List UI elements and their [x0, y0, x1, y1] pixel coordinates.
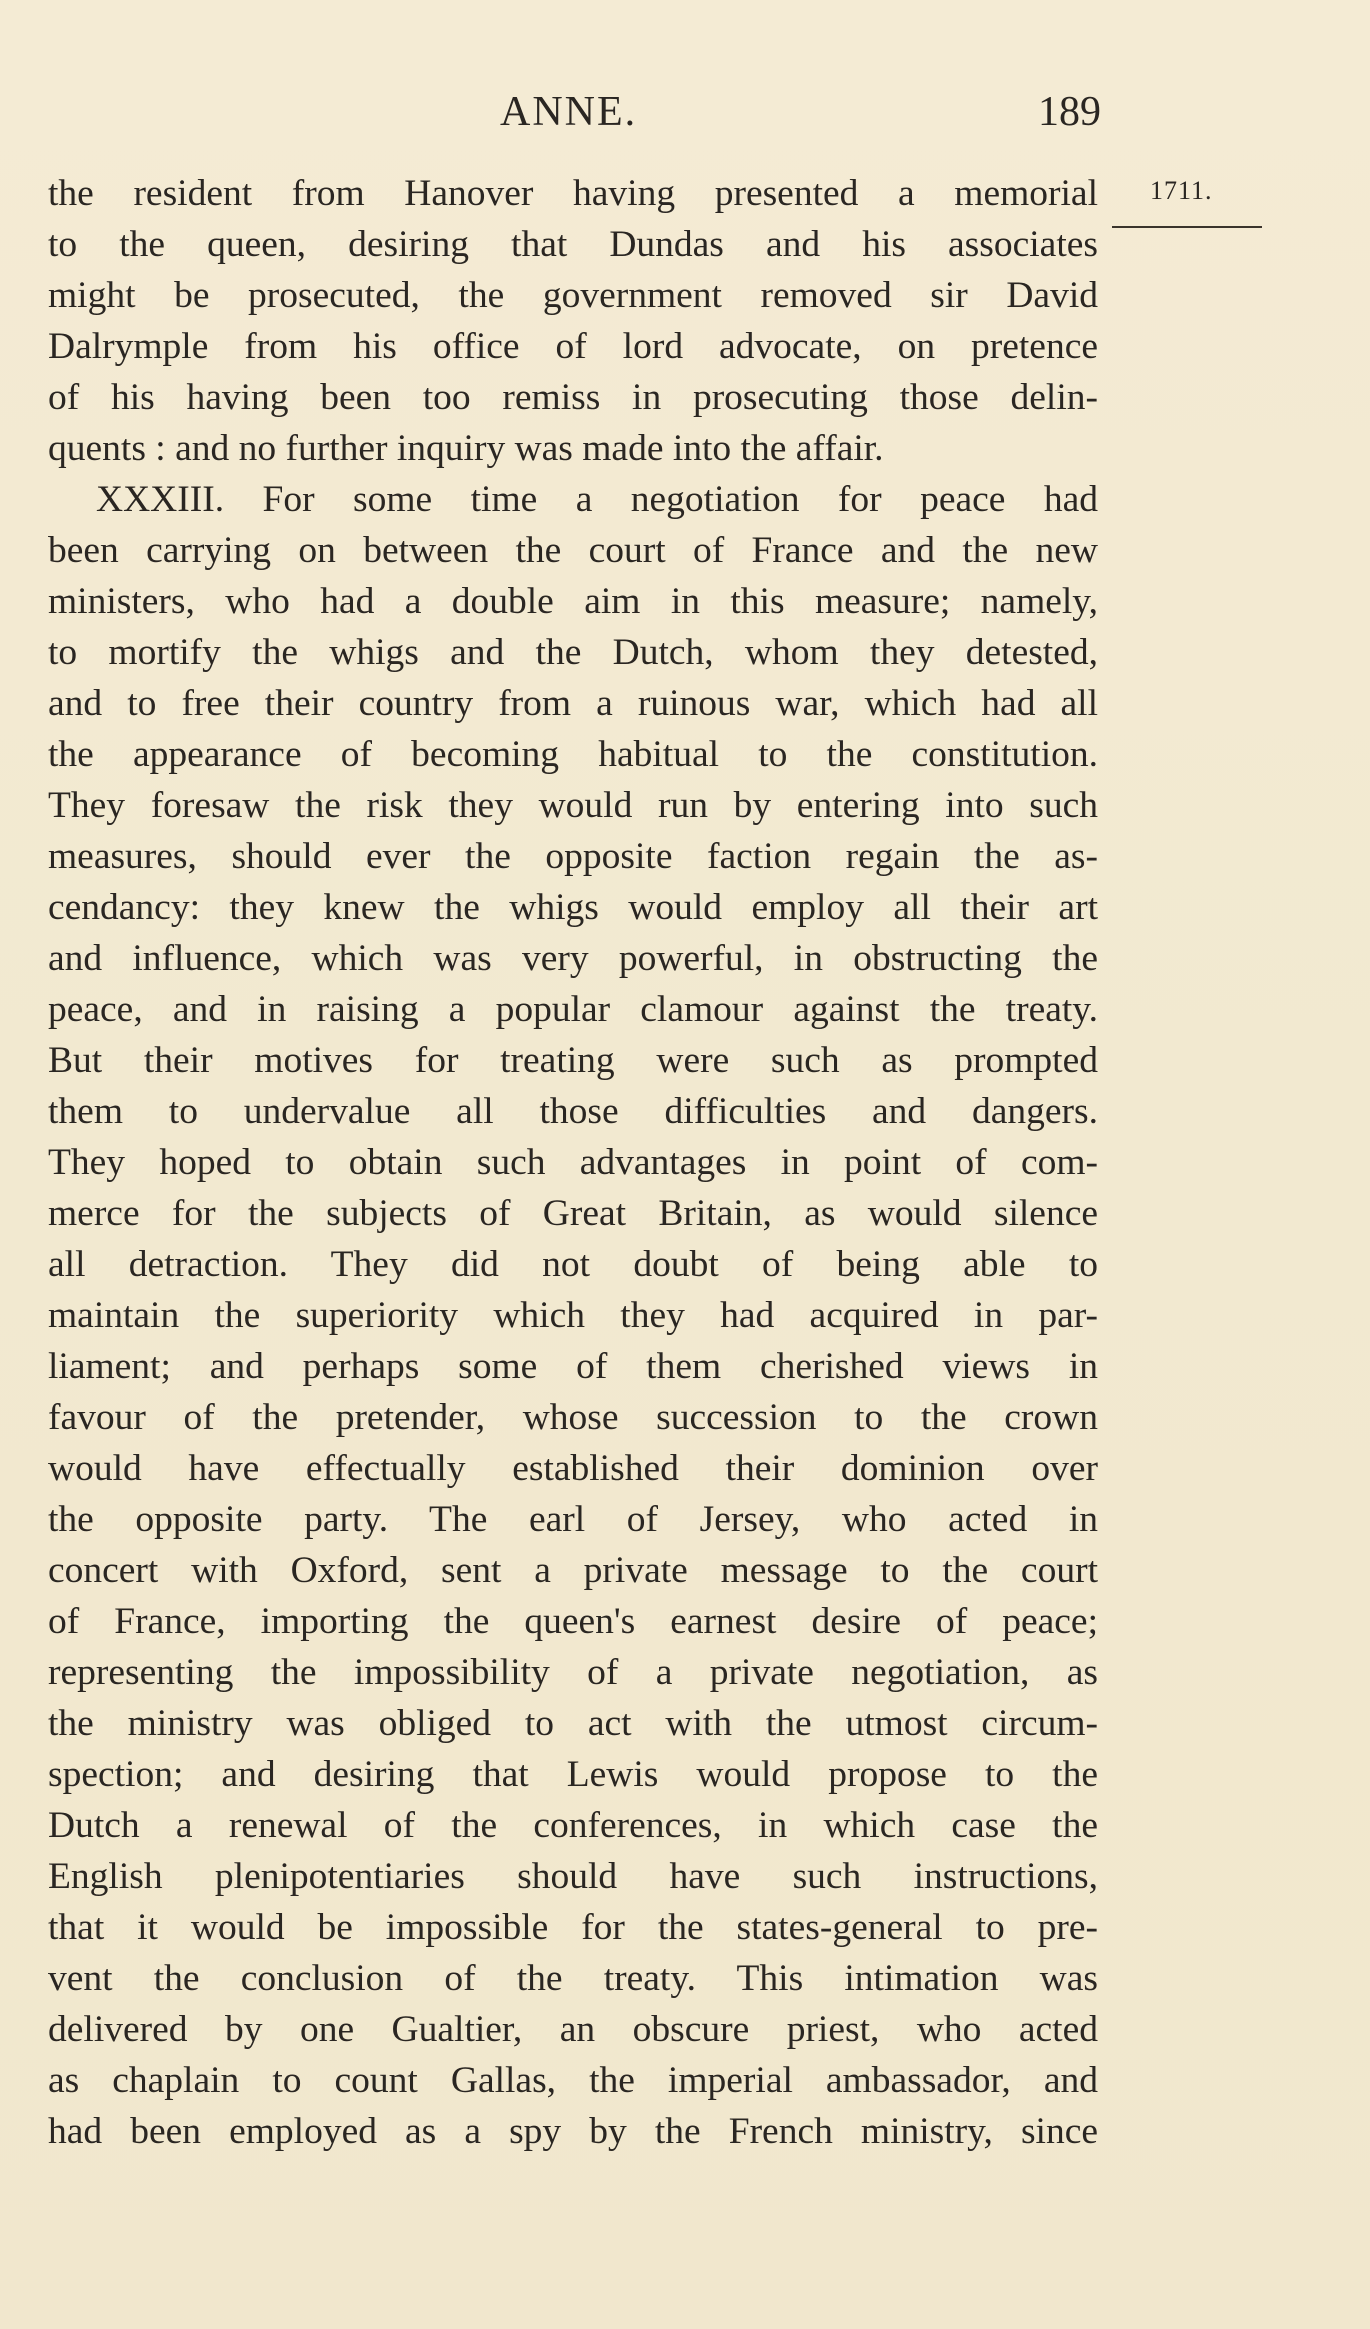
text-line: favour of the pretender, whose succession to the crown [48, 1397, 1098, 1438]
text-line: cendancy: they knew the whigs would employ all their art [48, 887, 1098, 928]
text-line: maintain the superiority which they had acquired in par- [48, 1295, 1098, 1336]
running-head: ANNE. [500, 89, 638, 135]
text-line: delivered by one Gualtier, an obscure priest, who acted [48, 2009, 1098, 2050]
text-line: as chaplain to count Gallas, the imperial ambassador, and [48, 2060, 1098, 2101]
text-line: But their motives for treating were such as prompted [48, 1040, 1098, 1081]
text-line: had been employed as a spy by the French ministry, since [48, 2111, 1098, 2152]
text-line: the appearance of becoming habitual to the constitution. [48, 734, 1098, 775]
text-line: ministers, who had a double aim in this measure; namely, [48, 581, 1098, 622]
text-line: liament; and perhaps some of them cherished views in [48, 1346, 1098, 1387]
section-start-line: XXXIII. For some time a negotiation for peace had [96, 479, 1098, 520]
text-line: merce for the subjects of Great Britain, as would silence [48, 1193, 1098, 1234]
text-line: them to undervalue all those difficulties and dangers. [48, 1091, 1098, 1132]
text-line: that it would be impossible for the states-general to pre- [48, 1907, 1098, 1948]
text-line: would have effectually established their dominion over [48, 1448, 1098, 1489]
text-line: They foresaw the risk they would run by entering into such [48, 785, 1098, 826]
text-line: measures, should ever the opposite faction regain the as- [48, 836, 1098, 877]
text-line: might be prosecuted, the government removed sir David [48, 275, 1098, 316]
margin-rule [1112, 226, 1262, 228]
text-line: the resident from Hanover having presented a memorial [48, 173, 1098, 214]
text-line: They hoped to obtain such advantages in point of com- [48, 1142, 1098, 1183]
text-line: to mortify the whigs and the Dutch, whom they detested, [48, 632, 1098, 673]
text-line: and to free their country from a ruinous war, which had all [48, 683, 1098, 724]
text-line: quents : and no further inquiry was made into the affair. [48, 428, 884, 469]
text-line: peace, and in raising a popular clamour against the treaty. [48, 989, 1098, 1030]
text-line: English plenipotentiaries should have such instructions, [48, 1856, 1098, 1897]
body-text [48, 168, 1098, 2157]
text-line: spection; and desiring that Lewis would propose to the [48, 1754, 1098, 1795]
text-line: concert with Oxford, sent a private message to the court [48, 1550, 1098, 1591]
text-line: and influence, which was very powerful, in obstructing the [48, 938, 1098, 979]
text-line: of France, importing the queen's earnest desire of peace; [48, 1601, 1098, 1642]
text-line: to the queen, desiring that Dundas and his associates [48, 224, 1098, 265]
margin-year: 1711. [1150, 176, 1213, 205]
text-line: vent the conclusion of the treaty. This intimation was [48, 1958, 1098, 1999]
page-number: 189 [1038, 89, 1101, 135]
text-line: of his having been too remiss in prosecuting those delin- [48, 377, 1098, 418]
text-line: been carrying on between the court of France and the new [48, 530, 1098, 571]
text-line: the ministry was obliged to act with the utmost circum- [48, 1703, 1098, 1744]
text-line: Dutch a renewal of the conferences, in which case the [48, 1805, 1098, 1846]
text-line: all detraction. They did not doubt of being able to [48, 1244, 1098, 1285]
text-line: the opposite party. The earl of Jersey, who acted in [48, 1499, 1098, 1540]
text-line: representing the impossibility of a private negotiation, as [48, 1652, 1098, 1693]
text-line: Dalrymple from his office of lord advocate, on pretence [48, 326, 1098, 367]
